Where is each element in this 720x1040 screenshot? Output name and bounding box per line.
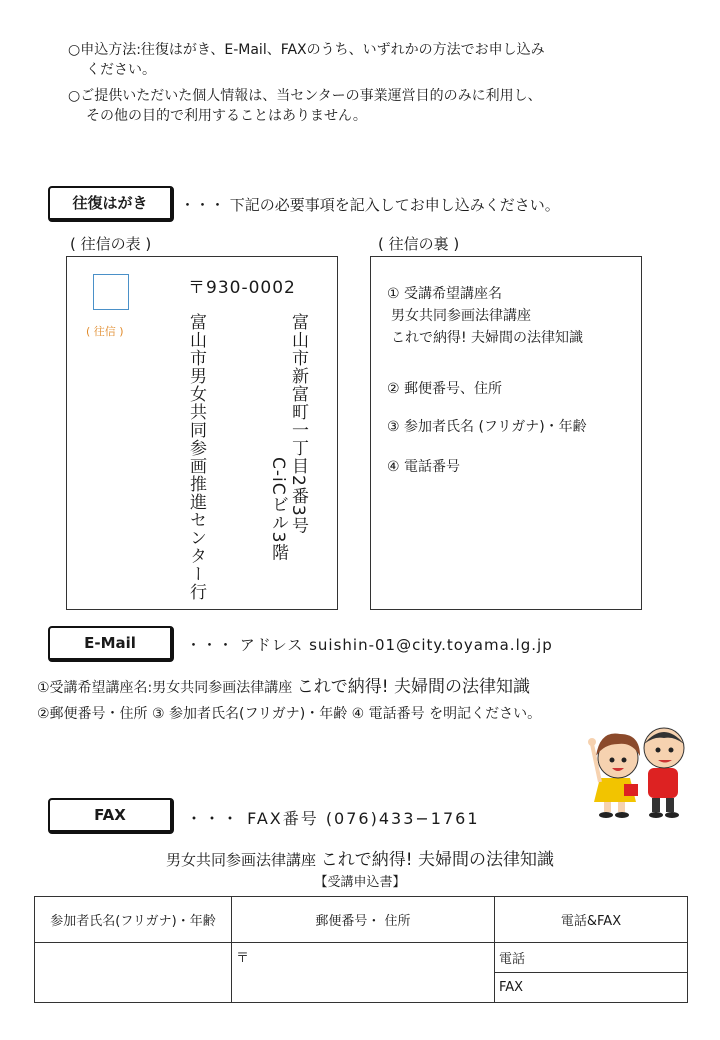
method-note: ○申込方法:往復はがき、E-Mail、FAXのうち、いずれかの方法でお申し込み	[68, 42, 545, 58]
stamp-box	[93, 274, 129, 310]
email-course-title: これで納得! 夫婦間の法律知識	[296, 677, 530, 697]
name-field[interactable]	[35, 943, 232, 1003]
phone-field[interactable]	[495, 943, 688, 973]
fax-tag: FAX	[48, 798, 174, 834]
postcard-front	[66, 256, 338, 610]
fax-field[interactable]	[495, 973, 688, 1003]
back-item-4: ④ 電話番号	[387, 459, 461, 475]
intro-notes	[68, 40, 545, 126]
email-line-1	[37, 672, 530, 697]
email-tag: E-Mail	[48, 626, 174, 662]
privacy-note-cont: その他の目的で利用することはありません。	[86, 108, 367, 124]
address-field[interactable]	[232, 943, 495, 1003]
fax-label: FAX	[499, 980, 524, 995]
back-label: ( 往信の裏 )	[378, 235, 460, 253]
postcard-back	[370, 256, 642, 610]
postcard-tag: 往復はがき	[48, 186, 174, 222]
postcard-instruction: ・・・ 下記の必要事項を記入してお申し込みください。	[180, 196, 560, 214]
building: C-iCビル3階	[268, 457, 288, 562]
zip-code: 〒930-0002	[188, 278, 296, 298]
header-name: 参加者氏名(フリガナ)・年齢	[35, 897, 232, 943]
boy-figure	[644, 728, 684, 818]
privacy-note: ○ご提供いただいた個人情報は、当センターの事業運営目的のみに利用し、	[68, 88, 542, 104]
back-item-1-course: 男女共同参画法律講座	[391, 308, 531, 324]
back-item-1: ① 受講希望講座名	[387, 286, 503, 302]
back-item-1-title: これで納得! 夫婦間の法律知識	[391, 330, 584, 346]
address: 富山市新富町一丁目2番3号	[288, 313, 308, 535]
phone-label: 電話	[499, 952, 526, 967]
zip-mark: 〒	[236, 951, 250, 966]
front-label: ( 往信の表 )	[70, 235, 152, 253]
header-address: 郵便番号・ 住所	[232, 897, 495, 943]
stamp-label: ( 往信 )	[86, 325, 124, 338]
back-item-3: ③ 参加者氏名 (フリガナ)・年齢	[387, 419, 587, 435]
application-form	[34, 896, 688, 1003]
fax-number: ・・・ FAX番号 (076)433−1761	[186, 809, 480, 828]
back-item-2: ② 郵便番号、住所	[387, 381, 503, 397]
method-note-cont: ください。	[86, 62, 156, 78]
fax-course-prefix: 男女共同参画法律講座	[165, 851, 316, 869]
email-address: ・・・ アドレス suishin-01@city.toyama.lg.jp	[186, 636, 553, 654]
recipient: 富山市男女共同参画推進センター行	[186, 313, 206, 601]
fax-course-main: これで納得! 夫婦間の法律知識	[320, 850, 554, 870]
email-line-2: ②郵便番号・住所 ③ 参加者氏名(フリガナ)・年齢 ④ 電話番号 を明記ください。	[37, 706, 542, 722]
email-course-prefix: ①受講希望講座名:男女共同参画法律講座	[37, 680, 293, 696]
fax-course-title	[0, 845, 720, 870]
girl-figure	[588, 733, 640, 818]
form-title: 【受講申込書】	[314, 875, 406, 890]
header-contact: 電話&FAX	[495, 897, 688, 943]
children-illustration	[586, 722, 698, 822]
